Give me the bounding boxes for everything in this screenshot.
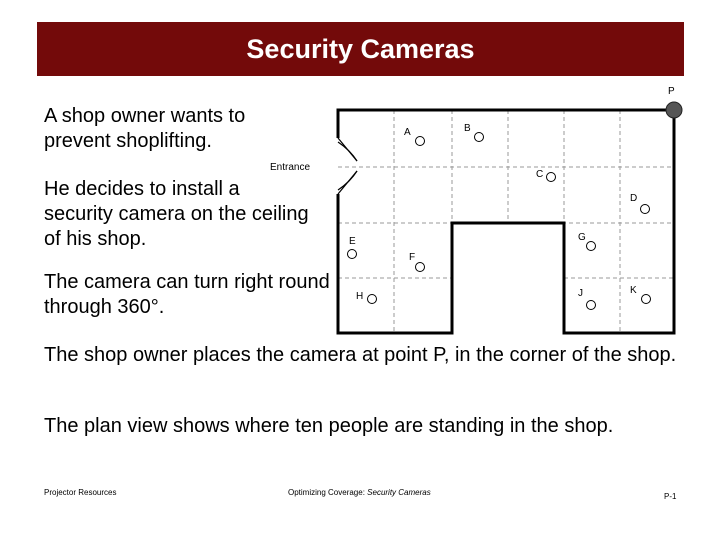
person-marker-h [368,295,377,304]
person-marker-e [348,250,357,259]
slide-title: Security Cameras [246,33,475,64]
person-label-a: A [404,127,411,138]
person-marker-a [416,137,425,146]
footer-center-italic: Security Cameras [367,488,431,497]
person-label-e: E [349,236,356,247]
person-label-c: C [536,169,544,180]
camera-label: P [668,86,675,97]
footer-center [288,488,431,497]
paragraph-4: The shop owner places the camera at point P, in the corner of the shop. [44,344,677,366]
paragraph-2: He decides to install a security camera on the ceiling of his shop. [44,178,309,250]
paragraph-5: The plan view shows where ten people are standing in the shop. [44,415,614,437]
entrance-label: Entrance [270,162,311,173]
person-label-f: F [409,252,416,263]
person-marker-c [547,173,556,182]
camera-dot [666,102,682,118]
footer-center-prefix: Optimizing Coverage: [288,488,368,497]
footer-page-number: P-1 [664,492,677,501]
person-label-d: D [630,193,638,204]
person-label-h: H [356,291,364,302]
person-label-g: G [578,232,586,243]
person-marker-k [642,295,651,304]
person-label-b: B [464,123,471,134]
footer-left: Projector Resources [44,488,117,497]
person-marker-g [587,242,596,251]
person-marker-b [475,133,484,142]
entrance-doors [338,138,357,194]
person-label-j: J [578,288,583,299]
paragraph-1: A shop owner wants to prevent shoplifting. [44,105,246,152]
paragraph-3: The camera can turn right round through 360°. [44,271,330,318]
person-marker-f [416,263,425,272]
person-marker-d [641,205,650,214]
person-label-k: K [630,285,637,296]
person-marker-j [587,301,596,310]
shop-walls [338,110,674,333]
